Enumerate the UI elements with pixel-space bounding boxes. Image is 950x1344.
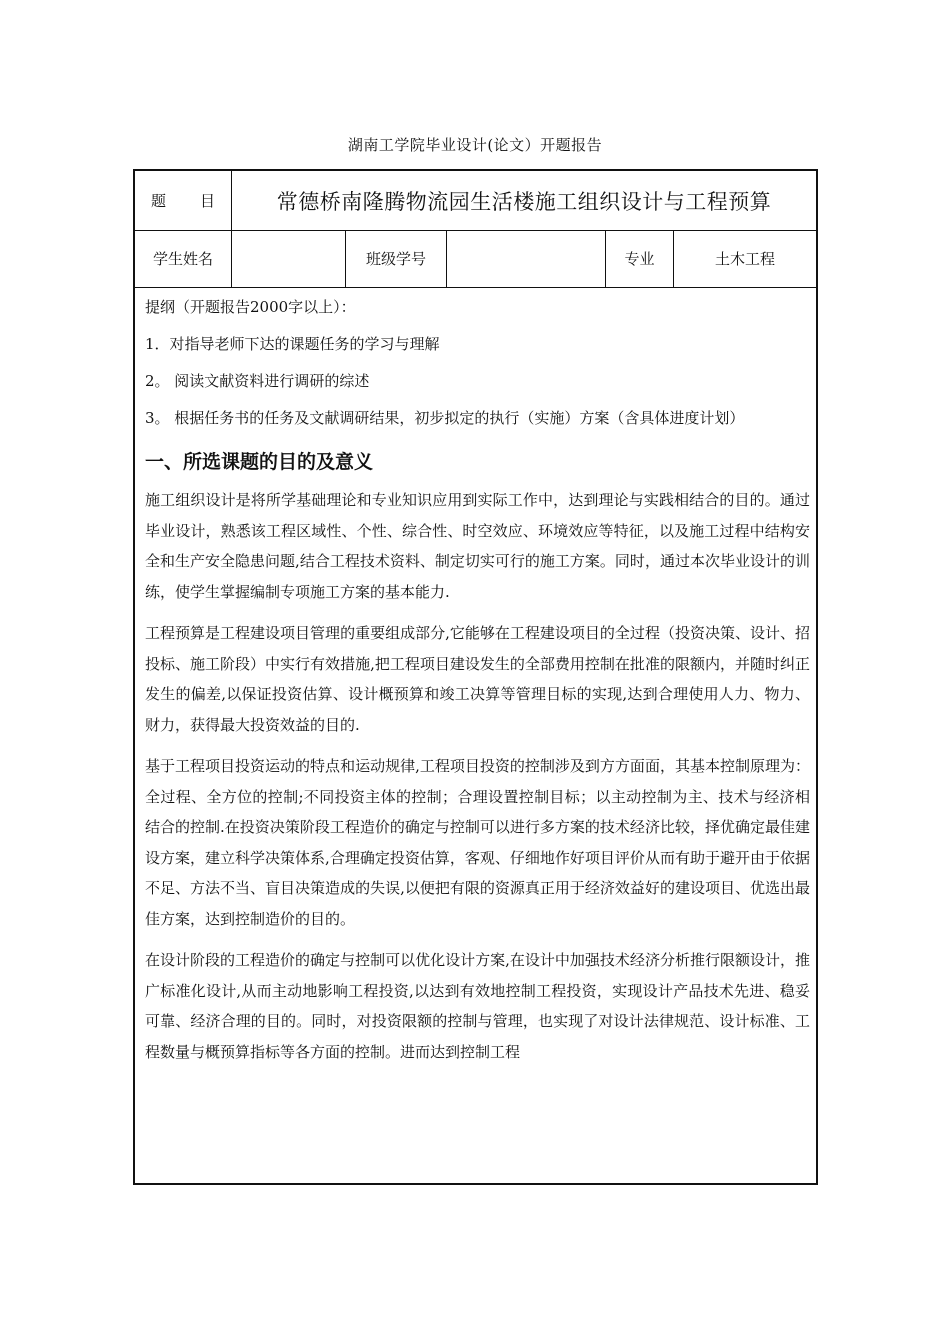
class-id-value <box>447 230 605 287</box>
outline-item-1: 1．对指导老师下达的课题任务的学习与理解 <box>145 335 440 353</box>
title-label-char-1: 题 <box>150 192 166 210</box>
student-name-label: 学生姓名 <box>152 250 213 268</box>
outline-item-2: 2。 阅读文献资料进行调研的综述 <box>145 372 370 390</box>
class-id-label: 班级学号 <box>365 250 426 268</box>
report-table <box>133 169 818 1185</box>
section-heading: 一、所选课题的目的及意义 <box>145 451 374 473</box>
thesis-title: 常德桥南隆腾物流园生活楼施工组织设计与工程预算 <box>276 189 772 214</box>
title-label <box>135 171 231 230</box>
report-content <box>145 289 810 1078</box>
document-title: 湖南工学院毕业设计(论文）开题报告 <box>347 136 603 154</box>
title-row <box>135 171 816 231</box>
outline-item-3: 3。 根据任务书的任务及文献调研结果，初步拟定的执行（实施）方案（含具体进度计划） <box>145 409 745 427</box>
major-label: 专业 <box>624 250 655 268</box>
paragraph-3: 基于工程项目投资运动的特点和运动规律,工程项目投资的控制涉及到方方面面，其基本控制原理为：全过程、全方位的控制;不同投资主体的控制；合理设置控制目标；以主动控制为主、技术与经济相结合的控制.在投资决策阶段工程造价的确定与控制可以进行多方案的技术经济比较，择优确定最佳建设方案，建立科学决策体系,合理确定投资估算，客观、仔细地作好项目评价从而有助于避开由于依据不足、方法不当、盲目决策造成的失误,以便把有限的资源真正用于经济效益好的建设项目、优选出最佳方案，达到控制造价的目的。 <box>145 757 810 928</box>
title-label-char-2: 目 <box>200 192 216 210</box>
student-info-row <box>135 230 816 288</box>
paragraph-1: 施工组织设计是将所学基础理论和专业知识应用到实际工作中，达到理论与实践相结合的目的。通过毕业设计，熟悉该工程区域性、个性、综合性、时空效应、环境效应等特征，以及施工过程中结构安全和生产安全隐患问题,结合工程技术资料、制定切实可行的施工方案。同时，通过本次毕业设计的训练，使学生掌握编制专项施工方案的基本能力. <box>145 491 810 601</box>
student-name-value <box>232 230 345 287</box>
outline-intro: 提纲（开题报告2000字以上）： <box>145 298 356 316</box>
paragraph-4: 在设计阶段的工程造价的确定与控制可以优化设计方案,在设计中加强技术经济分析推行限额设计，推广标准化设计,从而主动地影响工程投资,以达到有效地控制工程投资，实现设计产品技术先进、稳妥可靠、经济合理的目的。同时，对投资限额的控制与管理，也实现了对设计法律规范、设计标准、工程数量与概预算指标等各方面的控制。进而达到控制工程 <box>145 951 810 1061</box>
major-value: 土木工程 <box>714 250 775 268</box>
paragraph-2: 工程预算是工程建设项目管理的重要组成部分,它能够在工程建设项目的全过程（投资决策、设计、招投标、施工阶段）中实行有效措施,把工程项目建设发生的全部费用控制在批准的限额内，并随时纠正发生的偏差,以保证投资估算、设计概预算和竣工决算等管理目标的实现,达到合理使用人力、物力、财力，获得最大投资效益的目的. <box>145 624 810 734</box>
